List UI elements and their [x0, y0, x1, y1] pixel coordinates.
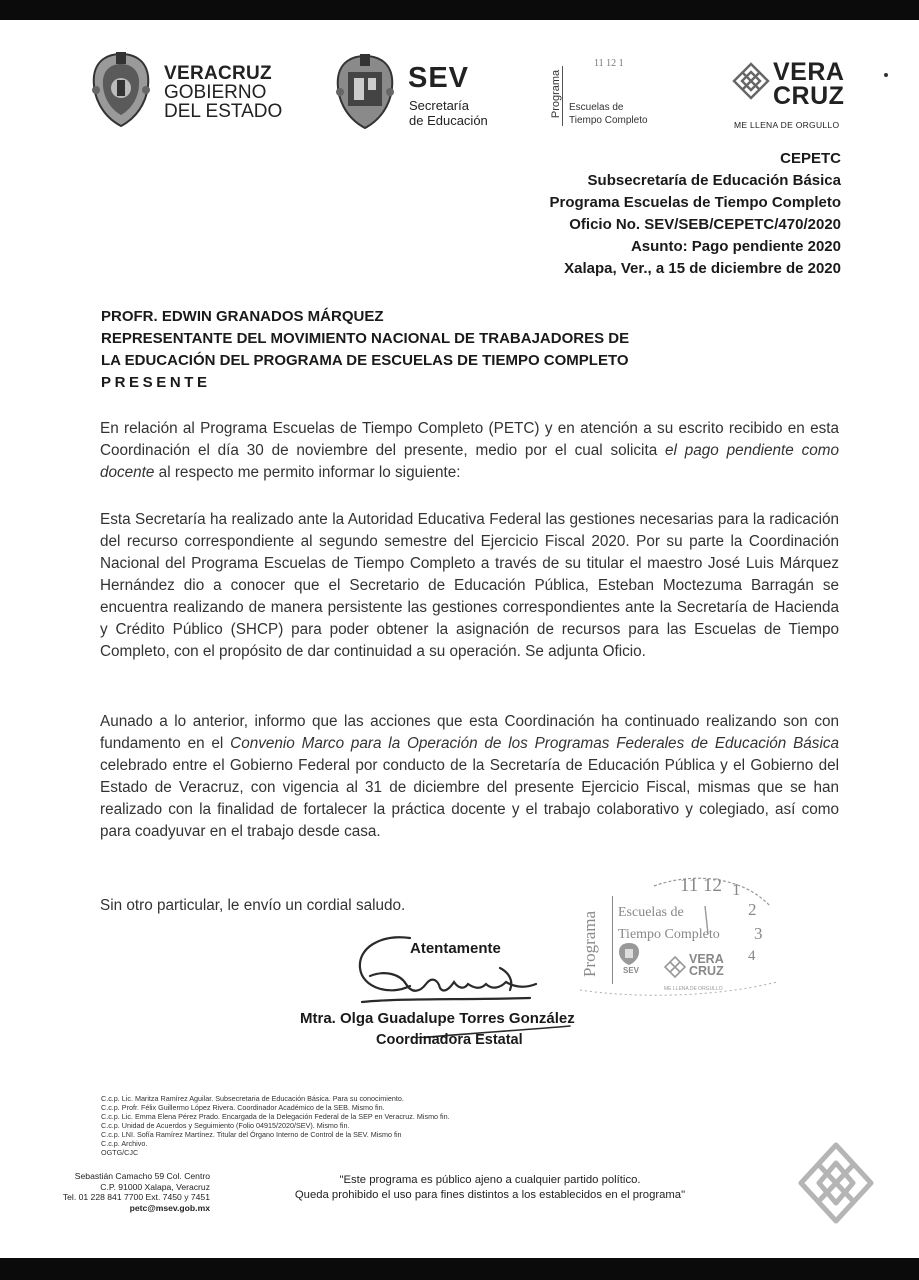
body-paragraph-1: [100, 418, 839, 484]
heading-subsecretaria: Subsecretaría de Educación Básica: [587, 172, 841, 189]
heading-dept: CEPETC: [780, 150, 841, 167]
cc-line: C.c.p. LNI. Sofía Ramírez Martínez. Titular del Órgano Interno de Control de la SEV. Mismo fin: [101, 1130, 402, 1139]
footer-address-line1: Sebastián Camacho 59 Col. Centro: [74, 1171, 210, 1181]
heading-place-date: Xalapa, Ver., a 15 de diciembre de 2020: [564, 260, 841, 277]
heading-asunto: Asunto: Pago pendiente 2020: [630, 238, 841, 255]
programa-divider: [562, 66, 563, 126]
heading-oficio-number: Oficio No. SEV/SEB/CEPETC/470/2020: [569, 216, 841, 233]
sev-line1: Secretaría: [409, 98, 469, 113]
stamp-clock-11-12: 11 12: [680, 875, 723, 896]
scan-bottom-border: [0, 1258, 919, 1280]
footer-address-line2: C.P. 91000 Xalapa, Veracruz: [100, 1181, 210, 1192]
footer-knot-icon: [797, 1141, 875, 1225]
sev-line2: de Educación: [409, 113, 488, 128]
footer-address: [63, 1171, 210, 1213]
footer-phone: Tel. 01 228 841 7700 Ext. 7450 y 7451: [62, 1192, 210, 1202]
closing-atentamente: Atentamente: [410, 940, 501, 957]
footer-legend: [250, 1173, 730, 1203]
knot-icon: [732, 62, 770, 100]
cc-line: C.c.p. Profr. Félix Guillermo López Rivera. Coordinador Académico de la SEB. Mismo fin.: [101, 1103, 385, 1112]
veracruz-logo-line2: GOBIERNO: [164, 82, 267, 103]
stamp-clock-1: 1: [732, 880, 741, 899]
programa-vertical-label: Programa: [550, 69, 563, 119]
heading-block: [550, 148, 841, 280]
stamp-divider: [612, 896, 613, 984]
cc-line: C.c.p. Lic. Maritza Ramírez Aguilar. Subsecretaria de Educación Básica. Para su conocimiento.: [101, 1094, 404, 1103]
stamp-vertical-label: Programa: [580, 910, 600, 978]
sev-shield-icon: [330, 52, 400, 132]
coat-of-arms-icon: [86, 50, 156, 130]
veracruz-logo-line3: DEL ESTADO: [164, 101, 283, 122]
program-stamp: [572, 870, 782, 1000]
p1-emphasis: el pago pendiente como docente: [100, 442, 839, 481]
p1-text-a: En relación al Programa Escuelas de Tiempo Completo (PETC) y en atención a su escrito recibido en esta Coordinación el día 30 de noviembre del presente, medio por el cual solicita: [100, 420, 839, 459]
addressee-presente: PRESENTE: [101, 374, 211, 391]
veracruz-brand-tagline: ME LLENA DE ORGULLO: [734, 120, 840, 130]
programa-logo: [546, 58, 676, 130]
heading-programa: Programa Escuelas de Tiempo Completo: [549, 194, 841, 211]
footer-legend-line2: Queda prohibido el uso para fines distintos a los establecidos en el programa": [294, 1189, 686, 1201]
sev-logo: [330, 52, 520, 132]
addressee-name: PROFR. EDWIN GRANADOS MÁRQUEZ: [101, 308, 384, 325]
addressee-title-line1: REPRESENTANTE DEL MOVIMIENTO NACIONAL DE TRABAJADORES DE: [101, 330, 630, 347]
closing-paragraph: Sin otro particular, le envío un cordial saludo.: [100, 897, 406, 914]
stamp-line1: Escuelas de: [618, 905, 684, 920]
cc-line: C.c.p. Unidad de Acuerdos y Seguimiento (Folio 04915/2020/SEV). Mismo fin.: [101, 1121, 350, 1130]
programa-clock-numbers: 11 12 1: [594, 58, 624, 69]
cc-line: C.c.p. Lic. Emma Elena Pérez Prado. Encargada de la Delegación Federal de la SEP en Veracruz. Mismo fin.: [101, 1112, 450, 1121]
p3-text-b: celebrado entre el Gobierno Federal por conducto de la Secretaría de Educación Pública y el Gobierno del Estado de Veracruz, con vigencia al 31 de diciembre del presente Ejercicio Fiscal, mismas que se han realizado con la finalidad de fortalecer la práctica docente y el trabajo colaborativo y colegiado, así como para coadyuvar en el trabajo desde casa.: [100, 757, 839, 840]
p1-text-b: al respecto me permito informar lo siguiente:: [154, 464, 461, 481]
stamp-tagline: ME LLENA DE ORGULLO: [664, 986, 723, 992]
programa-line1: Escuelas de: [569, 102, 624, 113]
addressee-block: [101, 306, 629, 394]
scan-top-border: [0, 0, 919, 20]
stamp-clock-4: 4: [748, 948, 756, 964]
stamp-clock-3: 3: [754, 924, 763, 943]
body-paragraph-3: [100, 711, 839, 843]
stamp-line2: Tiempo Completo: [618, 927, 720, 942]
cc-list: [101, 1094, 450, 1157]
stamp-sev-shield-icon: [618, 942, 640, 966]
stamp-vera: VERA: [689, 952, 724, 966]
p3-emphasis: Convenio Marco para la Operación de los Programas Federales de Educación Básica: [230, 735, 839, 752]
footer-legend-line1: "Este programa es público ajeno a cualquier partido político.: [339, 1174, 641, 1186]
cc-line: C.c.p. Archivo.: [101, 1139, 148, 1148]
stamp-sev-label: SEV: [623, 966, 640, 975]
veracruz-brand-logo: [732, 60, 847, 132]
sev-acronym: SEV: [408, 62, 470, 94]
veracruz-logo-line1: VERACRUZ: [164, 63, 272, 84]
veracruz-gobierno-logo: [86, 50, 286, 130]
addressee-title-line2: LA EDUCACIÓN DEL PROGRAMA DE ESCUELAS DE TIEMPO COMPLETO: [101, 352, 629, 369]
stamp-cruz: CRUZ: [689, 964, 724, 978]
veracruz-brand-line1: VERA: [773, 58, 845, 86]
scan-speck: [884, 73, 888, 77]
veracruz-brand-line2: CRUZ: [773, 82, 845, 110]
stamp-clock-2: 2: [748, 900, 757, 919]
footer-email: petc@msev.gob.mx: [129, 1202, 210, 1213]
cc-initials: OGTG/CJC: [101, 1148, 139, 1157]
programa-line2: Tiempo Completo: [569, 115, 648, 126]
body-paragraph-2: Esta Secretaría ha realizado ante la Autoridad Educativa Federal las gestiones necesarias para la radicación del recurso correspondiente al segundo semestre del Ejercicio Fiscal 2020. Por su parte la Coordinación Nacional del Programa Escuelas de Tiempo Completo a través de su titular el maestro José Luis Márquez Hernández dio a conocer que el Secretario de Educación Pública, Esteban Moctezuma Barragán se encuentra realizando de manera persistente las gestiones correspondientes ante la Secretaría de Hacienda y Crédito Público (SHCP) para poder obtener la asignación de recursos para las Escuelas de Tiempo Completo, con el propósito de dar continuidad a su operación. Se adjunta Oficio.: [100, 511, 839, 660]
signer-name: Mtra. Olga Guadalupe Torres González: [300, 1010, 575, 1027]
p3-text-a: Aunado a lo anterior, informo que las acciones que esta Coordinación ha continuado realizando son con fundamento en el: [100, 713, 839, 752]
stamp-knot-icon: [664, 956, 686, 978]
signer-role: Coordinadora Estatal: [376, 1032, 523, 1048]
